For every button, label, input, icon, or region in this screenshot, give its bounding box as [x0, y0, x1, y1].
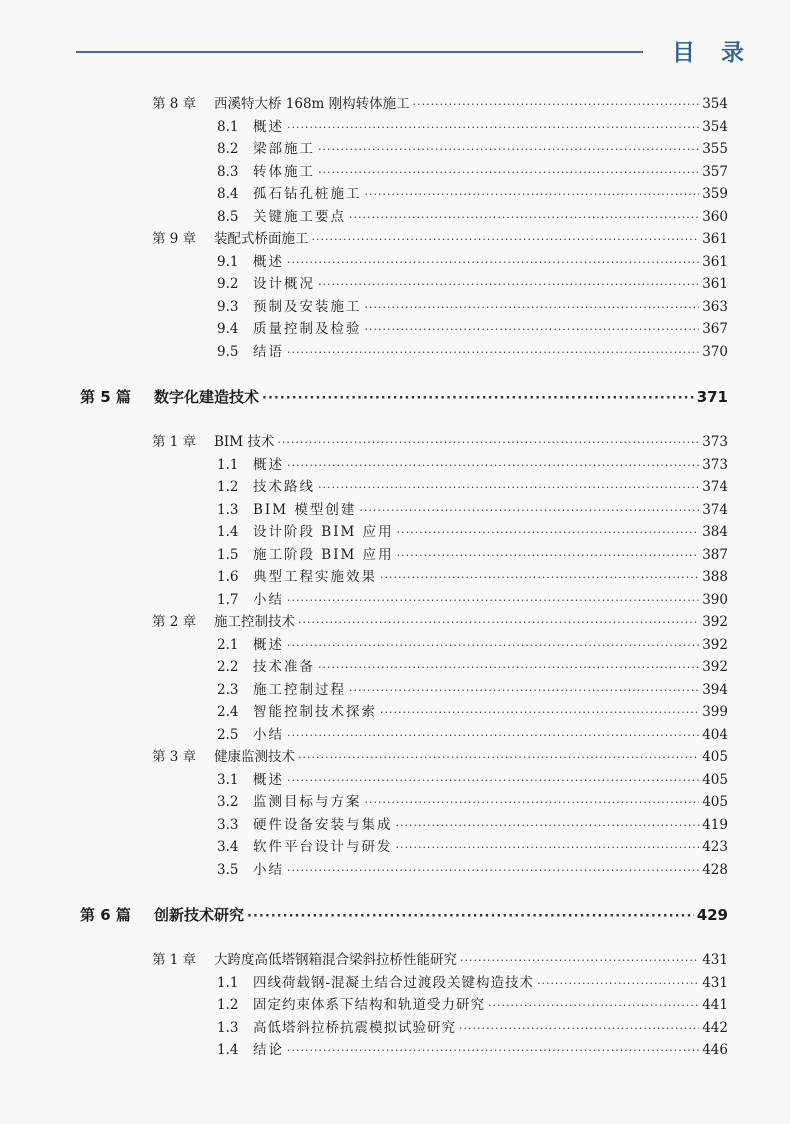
dot-leader	[396, 839, 700, 857]
toc-page: 361	[702, 276, 728, 292]
toc-number: 3.1	[217, 772, 239, 788]
toc-title: 数字化建造技术	[154, 388, 260, 406]
dot-leader	[287, 344, 699, 362]
dot-leader	[318, 141, 699, 159]
toc-number: 9.3	[217, 299, 239, 315]
toc-number: 3.2	[217, 794, 239, 810]
toc-number: 8.4	[217, 186, 239, 202]
toc-title: 施工控制技术	[214, 614, 295, 630]
toc-chapter[interactable]	[152, 433, 728, 452]
toc-title: 高低塔斜拉桥抗震模拟试验研究	[253, 1020, 456, 1036]
toc-page: 367	[702, 321, 728, 337]
toc-title: 装配式桥面施工	[214, 231, 309, 247]
dot-leader	[287, 592, 699, 610]
dot-leader	[298, 749, 699, 767]
toc-page: 371	[696, 388, 728, 406]
dot-leader	[318, 479, 699, 497]
toc-title: 概述	[253, 457, 284, 473]
toc-page: 361	[702, 254, 728, 270]
dot-leader	[349, 209, 699, 227]
toc-number: 第 9 章	[152, 231, 197, 247]
dot-leader	[413, 96, 700, 114]
toc-page: 374	[702, 479, 728, 495]
toc-page: 442	[702, 1020, 728, 1036]
dot-leader	[318, 276, 699, 294]
toc-chapter[interactable]	[152, 230, 728, 249]
toc-number: 1.1	[217, 975, 239, 991]
toc-number: 1.3	[217, 502, 239, 518]
toc-page: 428	[702, 862, 728, 878]
toc-title: 典型工程实施效果	[253, 569, 377, 585]
toc-title: 西溪特大桥 168m 刚构转体施工	[214, 96, 410, 112]
toc-page: 405	[702, 749, 728, 765]
toc-number: 1.3	[217, 1020, 239, 1036]
dot-leader	[318, 164, 699, 182]
toc-chapter[interactable]	[152, 951, 728, 970]
toc-number: 3.5	[217, 862, 239, 878]
toc-section[interactable]	[217, 501, 728, 520]
toc-section[interactable]	[217, 974, 728, 993]
dot-leader	[459, 1020, 699, 1038]
toc-title: 设计阶段 BIM 应用	[253, 524, 394, 540]
toc-page: 419	[702, 817, 728, 833]
dot-leader	[380, 704, 699, 722]
dot-leader	[287, 254, 699, 272]
toc-number: 1.6	[217, 569, 239, 585]
toc-page: 360	[702, 209, 728, 225]
dot-leader	[287, 772, 699, 790]
toc-title: 转体施工	[253, 164, 315, 180]
toc-chapter[interactable]	[152, 613, 728, 632]
page-title: 目 录	[672, 40, 754, 66]
toc-page: 392	[702, 659, 728, 675]
toc-page: 354	[702, 119, 728, 135]
toc-title: 小结	[253, 592, 284, 608]
dot-leader	[460, 952, 699, 970]
toc-number: 2.4	[217, 704, 239, 720]
toc-page: 404	[702, 727, 728, 743]
toc-title: 监测目标与方案	[253, 794, 362, 810]
toc-title: 小结	[253, 862, 284, 878]
toc-section[interactable]	[217, 591, 728, 610]
toc-number: 9.4	[217, 321, 239, 337]
toc-title: 关键施工要点	[253, 209, 346, 225]
toc-number: 1.7	[217, 592, 239, 608]
toc-number: 2.3	[217, 682, 239, 698]
toc-number: 8.2	[217, 141, 239, 157]
toc-page: 431	[702, 952, 728, 968]
toc-number: 9.5	[217, 344, 239, 360]
dot-leader	[318, 659, 699, 677]
dot-leader	[397, 547, 700, 565]
toc-chapter[interactable]	[152, 748, 728, 767]
dot-leader	[287, 727, 699, 745]
dot-leader	[298, 614, 699, 632]
toc-number: 1.1	[217, 457, 239, 473]
toc-number: 第 1 章	[152, 952, 197, 968]
dot-leader	[287, 457, 699, 475]
dot-leader	[349, 682, 699, 700]
dot-leader	[365, 794, 700, 812]
dot-leader	[287, 1042, 699, 1060]
toc-chapter[interactable]	[152, 95, 728, 114]
toc-title: 技术准备	[253, 659, 315, 675]
toc-page: 387	[702, 547, 728, 563]
toc-section[interactable]	[217, 771, 728, 790]
dot-leader	[287, 119, 699, 137]
toc-number: 3.4	[217, 839, 239, 855]
toc-page: 373	[702, 434, 728, 450]
toc-page: 429	[696, 906, 728, 924]
toc-number: 2.5	[217, 727, 239, 743]
toc-page: 394	[702, 682, 728, 698]
toc-section[interactable]	[217, 253, 728, 272]
toc-title: 设计概况	[253, 276, 315, 292]
toc-page: 388	[702, 569, 728, 585]
toc-title: 概述	[253, 637, 284, 653]
dot-leader	[277, 434, 699, 452]
toc-title: 软件平台设计与研发	[253, 839, 393, 855]
dot-leader	[287, 637, 699, 655]
toc-title: 概述	[253, 772, 284, 788]
toc-title: 硬件设备安装与集成	[253, 817, 393, 833]
toc-title: 结论	[253, 1042, 284, 1058]
toc-title: BIM 技术	[214, 434, 275, 450]
dot-leader	[287, 862, 699, 880]
toc-section[interactable]	[217, 456, 728, 475]
header-rule	[76, 51, 643, 53]
toc-number: 2.1	[217, 637, 239, 653]
toc-title: 创新技术研究	[154, 906, 245, 924]
toc-section[interactable]	[217, 681, 728, 700]
toc-section[interactable]	[217, 298, 728, 317]
toc-number: 第 8 章	[152, 96, 197, 112]
toc-section[interactable]	[217, 523, 728, 542]
dot-leader	[312, 231, 700, 249]
toc-section[interactable]	[217, 140, 728, 159]
toc-title: 结语	[253, 344, 284, 360]
toc-section[interactable]	[217, 838, 728, 857]
toc-number: 1.5	[217, 547, 239, 563]
toc-section[interactable]	[217, 816, 728, 835]
dot-leader	[380, 569, 699, 587]
toc-page: 374	[702, 502, 728, 518]
toc-section[interactable]	[217, 478, 728, 497]
toc-page: 405	[702, 772, 728, 788]
dot-leader	[247, 907, 694, 927]
dot-leader	[365, 186, 700, 204]
dot-leader	[488, 997, 699, 1015]
toc-number: 9.2	[217, 276, 239, 292]
toc-section[interactable]	[217, 320, 728, 339]
toc-page: 441	[702, 997, 728, 1013]
toc-section[interactable]	[217, 208, 728, 227]
toc-section[interactable]	[217, 1041, 728, 1060]
toc-title: 技术路线	[253, 479, 315, 495]
toc-title: 四线荷载钢-混凝土结合过渡段关键构造技术	[253, 975, 535, 991]
toc-number: 第 5 篇	[80, 388, 131, 406]
dot-leader	[537, 975, 699, 993]
toc-page: 431	[702, 975, 728, 991]
toc-page: 354	[702, 96, 728, 112]
toc-section[interactable]	[217, 163, 728, 182]
toc-page: 392	[702, 637, 728, 653]
toc-section[interactable]	[217, 568, 728, 587]
toc-section[interactable]	[217, 1019, 728, 1038]
toc-number: 1.4	[217, 1042, 239, 1058]
toc-page: 373	[702, 457, 728, 473]
dot-leader	[262, 389, 694, 409]
toc-title: 健康监测技术	[214, 749, 295, 765]
toc-page: 357	[702, 164, 728, 180]
toc-page: 355	[702, 141, 728, 157]
toc-title: 施工控制过程	[253, 682, 346, 698]
toc-number: 第 2 章	[152, 614, 197, 630]
toc-title: 固定约束体系下结构和轨道受力研究	[253, 997, 485, 1013]
toc-title: 质量控制及检验	[253, 321, 362, 337]
toc-page: 399	[702, 704, 728, 720]
toc-section[interactable]	[217, 185, 728, 204]
toc-part[interactable]	[80, 905, 728, 927]
toc-number: 8.5	[217, 209, 239, 225]
toc-section[interactable]	[217, 636, 728, 655]
toc-title: 施工阶段 BIM 应用	[253, 547, 394, 563]
toc-section[interactable]	[217, 703, 728, 722]
toc-title: 梁部施工	[253, 141, 315, 157]
dot-leader	[397, 524, 700, 542]
dot-leader	[365, 321, 700, 339]
toc-part[interactable]	[80, 387, 728, 409]
toc-section[interactable]	[217, 996, 728, 1015]
toc-number: 3.3	[217, 817, 239, 833]
toc-number: 2.2	[217, 659, 239, 675]
toc-page: 392	[702, 614, 728, 630]
toc-page: 361	[702, 231, 728, 247]
toc-page: 363	[702, 299, 728, 315]
dot-leader	[396, 817, 700, 835]
toc-number: 8.3	[217, 164, 239, 180]
toc-title: 孤石钻孔桩施工	[253, 186, 362, 202]
toc-section[interactable]	[217, 793, 728, 812]
toc-number: 第 3 章	[152, 749, 197, 765]
toc-section[interactable]	[217, 861, 728, 880]
dot-leader	[359, 502, 699, 520]
toc-section[interactable]	[217, 658, 728, 677]
toc-number: 第 6 篇	[80, 906, 131, 924]
toc-section[interactable]	[217, 275, 728, 294]
toc-number: 1.2	[217, 997, 239, 1013]
toc-title: 大跨度高低塔钢箱混合梁斜拉桥性能研究	[214, 952, 457, 968]
toc-page: 359	[702, 186, 728, 202]
toc-section[interactable]	[217, 343, 728, 362]
toc-title: 预制及安装施工	[253, 299, 362, 315]
toc-number: 第 1 章	[152, 434, 197, 450]
toc-number: 9.1	[217, 254, 239, 270]
toc-title: BIM 模型创建	[253, 502, 357, 518]
toc-title: 智能控制技术探索	[253, 704, 377, 720]
toc-page: 370	[702, 344, 728, 360]
toc-number: 1.2	[217, 479, 239, 495]
toc-page: 446	[702, 1042, 728, 1058]
toc-page: 390	[702, 592, 728, 608]
toc-page: 405	[702, 794, 728, 810]
toc-section[interactable]	[217, 546, 728, 565]
toc-number: 1.4	[217, 524, 239, 540]
toc-number: 8.1	[217, 119, 239, 135]
toc-page: 384	[702, 524, 728, 540]
toc-title: 概述	[253, 119, 284, 135]
toc-page: 423	[702, 839, 728, 855]
toc-section[interactable]	[217, 726, 728, 745]
dot-leader	[365, 299, 700, 317]
toc-title: 概述	[253, 254, 284, 270]
toc-title: 小结	[253, 727, 284, 743]
toc-section[interactable]	[217, 118, 728, 137]
